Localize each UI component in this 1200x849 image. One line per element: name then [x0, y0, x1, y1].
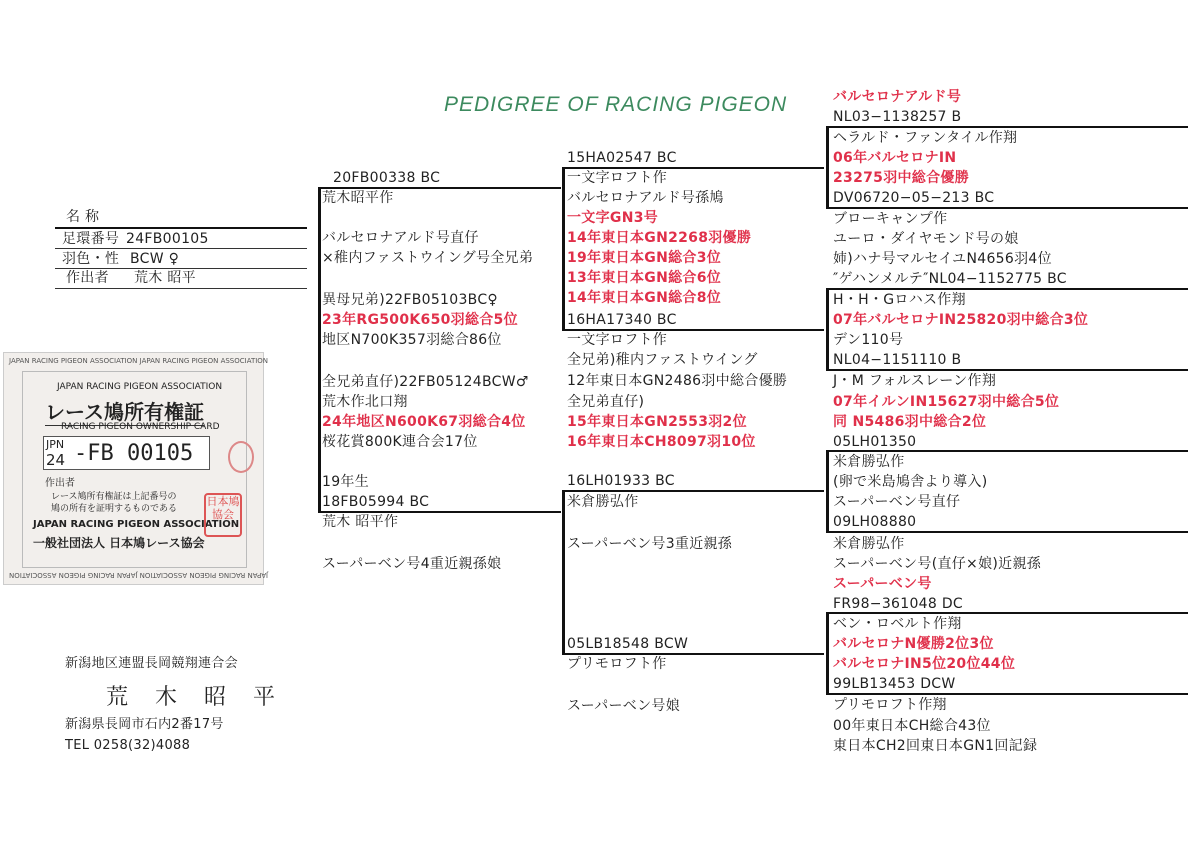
sdd-3: 05LH01350 — [833, 434, 917, 450]
sds-2: デン110号 — [833, 332, 904, 348]
card-assoc-en: JAPAN RACING PIGEON ASSOCIATION — [57, 382, 223, 392]
sd-5: 15年東日本GN2553羽2位 — [567, 414, 747, 430]
card-year: 24 — [46, 451, 66, 469]
card-assoc-en2: JAPAN RACING PIGEON ASSOCIATION — [33, 519, 240, 530]
owner-tel: TEL 0258(32)4088 — [65, 738, 191, 753]
dd-0: 05LB18548 BCW — [567, 636, 689, 652]
card-assoc-jp: 一般社団法人 日本鳩レース協会 — [33, 536, 205, 550]
ds-line — [562, 490, 824, 492]
card-number: -FB 00105 — [74, 441, 194, 466]
sds-3: NL04−1151110 B — [833, 352, 962, 368]
sdd-0: J・M フォルスレーン作翔 — [833, 373, 997, 389]
card-title-jp: レース鳩所有権証 — [45, 396, 204, 426]
sire-line-6: 異母兄弟)22FB05103BC♀ — [322, 292, 498, 308]
card-breeder-label: 作出者 — [45, 478, 75, 489]
breeder-value: 荒木 昭平 — [134, 270, 196, 286]
ring-value: 24FB00105 — [126, 231, 209, 247]
ssd-4: ″ゲハンメルテ″NL04−1152775 BC — [833, 271, 1067, 287]
sdd-1: 07年イルンIN15627羽中総合5位 — [833, 394, 1060, 410]
color-value: BCW ♀ — [130, 251, 180, 267]
sss-line — [826, 126, 1188, 128]
dam-line-0: 19年生 — [322, 474, 370, 490]
sdd-2: 同 N5486羽中総合2位 — [833, 414, 987, 430]
sds-0: H・H・Gロハス作翔 — [833, 292, 966, 308]
ddd-2: 東日本CH2回東日本GN1回記録 — [833, 738, 1038, 754]
ssd-line — [826, 207, 1188, 209]
sdd-line — [826, 369, 1188, 371]
dss-2: スーパーベン号直仔 — [833, 494, 961, 510]
sss-4: 23275羽中総合優勝 — [833, 170, 970, 186]
ss-line — [562, 167, 824, 169]
sire-line-4: ×稚内ファストウイング号全兄弟 — [322, 250, 534, 266]
dsd-0: 米倉勝弘作 — [833, 536, 905, 552]
sire-line-3: バルセロナアルド号直仔 — [322, 230, 479, 246]
ddd-line — [826, 693, 1188, 695]
sds-1: 07年バルセロナIN25820羽中総合3位 — [833, 312, 1089, 328]
ss-4: 14年東日本GN2268羽優勝 — [567, 230, 752, 246]
gen2-bracket-top — [562, 167, 565, 329]
ownership-card — [3, 352, 269, 585]
dss-3: 09LH08880 — [833, 514, 917, 530]
sd-2: 全兄弟)稚内ファストウイング — [567, 352, 758, 368]
sire-line-8: 地区N700K357羽総合86位 — [322, 332, 502, 348]
sire-line-0: 20FB00338 BC — [333, 170, 441, 186]
owner-address: 新潟県長岡市石内2番17号 — [65, 717, 224, 732]
gen1-bracket — [318, 187, 321, 512]
dam-line-2: 荒木 昭平作 — [322, 514, 399, 530]
ssd-2: ユーロ・ダイヤモンド号の娘 — [833, 231, 1019, 247]
ds-0: 16LH01933 BC — [567, 473, 675, 489]
gen3-bracket-4 — [826, 612, 829, 694]
sds-line — [826, 288, 1188, 290]
ddd-0: プリモロフト作翔 — [833, 697, 947, 713]
ssd-1: ブローキャンプ作 — [833, 211, 948, 227]
dam-line-1: 18FB05994 BC — [322, 494, 430, 510]
card-inner — [22, 371, 247, 568]
dds-1: バルセロナN優勝2位3位 — [833, 636, 994, 652]
dds-3: 99LB13453 DCW — [833, 676, 956, 692]
owner-name: 荒 木 昭 平 — [106, 685, 285, 710]
ss-7: 14年東日本GN総合8位 — [567, 290, 722, 306]
card-seal-icon — [228, 441, 254, 473]
page-title: PEDIGREE OF RACING PIGEON — [444, 93, 788, 116]
sd-line — [562, 329, 824, 331]
ss-1: 一文字ロフト作 — [567, 170, 668, 186]
dds-0: ベン・ロベルト作翔 — [833, 616, 962, 632]
card-number-box — [43, 436, 210, 470]
gen2-bracket-bottom — [562, 490, 565, 653]
sss-2: ヘラルド・ファンタイル作翔 — [833, 130, 1018, 146]
sd-0: 16HA17340 BC — [567, 312, 677, 328]
ssd-3: 姉)ハナ号マルセイユN4656羽4位 — [833, 251, 1052, 267]
sd-1: 一文字ロフト作 — [567, 332, 668, 348]
sire-line-11: 荒木作北口翔 — [322, 394, 408, 410]
sire-line-1: 荒木昭平作 — [322, 190, 394, 206]
sss-0: バルセロナアルド号 — [833, 89, 962, 105]
dam-line-4: スーパーベン号4重近親孫娘 — [322, 556, 502, 572]
ssd-0: DV06720−05−213 BC — [833, 190, 995, 206]
name-label: 名 称 — [66, 209, 100, 225]
ss-6: 13年東日本GN総合6位 — [567, 270, 722, 286]
dsd-1: スーパーベン号(直仔×娘)近親孫 — [833, 556, 1042, 572]
dsd-2: スーパーベン号 — [833, 576, 932, 592]
card-jpn: JPN — [46, 438, 65, 451]
card-title-en: RACING PIGEON OWNERSHIP CARD — [61, 422, 220, 432]
dsd-3: FR98−361048 DC — [833, 596, 963, 612]
dds-2: バルセロナIN5位20位44位 — [833, 656, 1016, 672]
gen3-bracket-3 — [826, 450, 829, 532]
sss-3: 06年バルセロナIN — [833, 150, 957, 166]
dss-0: 米倉勝弘作 — [833, 454, 905, 470]
ss-2: バルセロナアルド号孫鳩 — [567, 190, 724, 206]
ring-label: 足環番号 — [62, 231, 120, 247]
color-label: 羽色・性 — [62, 251, 120, 267]
breeder-label: 作出者 — [66, 270, 109, 286]
sire-line — [318, 187, 561, 189]
dd-1: プリモロフト作 — [567, 656, 667, 672]
ss-3: 一文字GN3号 — [567, 210, 659, 226]
sire-line-12: 24年地区N600K67羽総合4位 — [322, 414, 526, 430]
ds-3: スーパーベン号3重近親孫 — [567, 536, 733, 552]
ss-5: 19年東日本GN総合3位 — [567, 250, 722, 266]
dss-1: (卵で米島鳩舎より導入) — [833, 474, 988, 490]
card-cert-line2: 鳩の所有を証明するものである — [51, 504, 178, 514]
sd-4: 全兄弟直仔) — [567, 394, 645, 410]
card-border-text: JAPAN RACING PIGEON ASSOCIATION JAPAN RACING PIGEON ASSOCIATION — [9, 357, 269, 365]
ddd-1: 00年東日本CH総合43位 — [833, 718, 991, 734]
sss-1: NL03−1138257 B — [833, 109, 962, 125]
ss-0: 15HA02547 BC — [567, 150, 677, 166]
card-border-text-bottom: JAPAN RACING PIGEON ASSOCIATION JAPAN RACING PIGEON ASSOCIATION — [9, 571, 269, 579]
card-stamp: 日本鳩協会 — [204, 493, 242, 537]
sire-line-10: 全兄弟直仔)22FB05124BCW♂ — [322, 374, 529, 390]
owner-club: 新潟地区連盟長岡競翔連合会 — [65, 656, 238, 671]
ds-1: 米倉勝弘作 — [567, 494, 639, 510]
sd-6: 16年東日本CH8097羽10位 — [567, 434, 756, 450]
dd-line — [562, 653, 824, 655]
card-cert-line1: レース鳩所有権証は上記番号の — [51, 492, 177, 502]
sire-line-7: 23年RG500K650羽総合5位 — [322, 312, 518, 328]
dsd-line — [826, 531, 1188, 533]
dam-line — [318, 511, 561, 513]
sd-3: 12年東日本GN2486羽中総合優勝 — [567, 373, 788, 389]
sire-line-13: 桜花賞800K連合会17位 — [322, 434, 478, 450]
gen3-bracket-2 — [826, 288, 829, 370]
dd-3: スーパーベン号娘 — [567, 698, 680, 714]
gen3-bracket-1 — [826, 126, 829, 208]
